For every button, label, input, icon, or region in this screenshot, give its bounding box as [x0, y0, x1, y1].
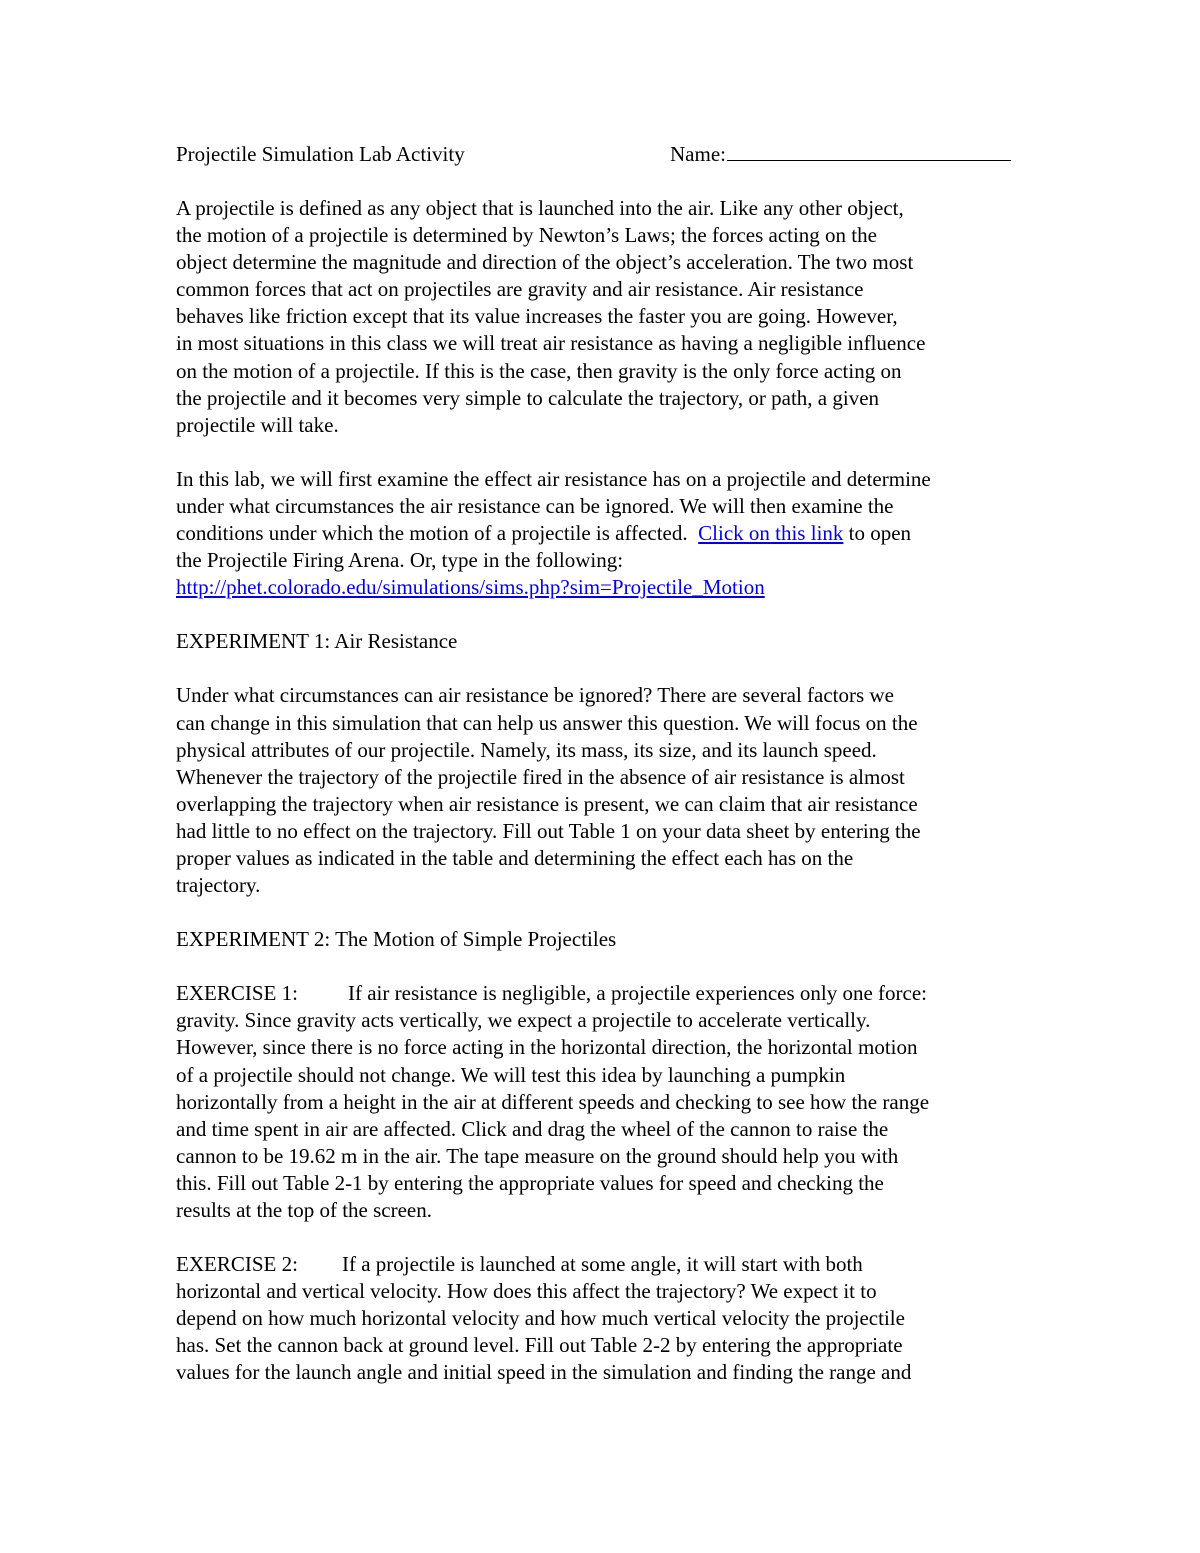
experiment1-line: had little to no effect on the trajectory. Fill out Table 1 on your data sheet by entering the: [176, 818, 921, 843]
intro-line: the motion of a projectile is determined by Newton’s Laws; the forces acting on the: [176, 223, 877, 248]
intro-line: object determine the magnitude and direction of the object’s acceleration. The two most: [176, 250, 914, 275]
exercise1-line: results at the top of the screen.: [176, 1198, 432, 1222]
lab-line: [176, 520, 1036, 547]
exercise1-line: cannon to be 19.62 m in the air. The tape measure on the ground should help you with: [176, 1143, 899, 1168]
exercise2-line: has. Set the cannon back at ground level. Fill out Table 2-2 by entering the appropriate: [176, 1333, 903, 1358]
name-field: [670, 141, 1011, 168]
intro-line: common forces that act on projectiles are gravity and air resistance. Air resistance: [176, 277, 864, 302]
experiment1-line: trajectory.: [176, 873, 261, 898]
name-blank-line: [727, 141, 1011, 161]
intro-line: the projectile and it becomes very simple to calculate the trajectory, or path, a given: [176, 385, 880, 410]
exercise2-paragraph: [176, 1251, 1036, 1386]
exercise1-line: this. Fill out Table 2-1 by entering the appropriate values for speed and checking the: [176, 1170, 884, 1195]
experiment1-paragraph: [176, 682, 1036, 899]
intro-line: in most situations in this class we will treat air resistance as having a negligible influence: [176, 331, 926, 356]
document-header: [176, 140, 1036, 170]
exercise2-line: depend on how much horizontal velocity and how much vertical velocity the projectile: [176, 1306, 905, 1331]
lab-line: In this lab, we will first examine the effect air resistance has on a projectile and determine: [176, 466, 931, 491]
experiment1-line: physical attributes of our projectile. Namely, its mass, its size, and its launch speed.: [176, 737, 877, 762]
document-page: [176, 140, 1036, 1414]
exercise1-line: gravity. Since gravity acts vertically, we expect a projectile to accelerate vertically.: [176, 1008, 871, 1033]
intro-line: projectile will take.: [176, 412, 339, 437]
experiment2-heading: EXPERIMENT 2: The Motion of Simple Projectiles: [176, 927, 617, 952]
exercise1-label: EXERCISE 1:: [176, 981, 298, 1006]
exercise1-line: of a projectile should not change. We will test this idea by launching a pumpkin: [176, 1062, 846, 1087]
exercise2-line: values for the launch angle and initial speed in the simulation and finding the range and: [176, 1360, 912, 1385]
experiment1-line: can change in this simulation that can help us answer this question. We will focus on the: [176, 710, 918, 735]
simulation-url-link[interactable]: http://phet.colorado.edu/simulations/sims.php?sim=Projectile_Motion: [176, 575, 765, 600]
exercise1-line: However, since there is no force acting in the horizontal direction, the horizontal motion: [176, 1035, 918, 1060]
intro-paragraph: [176, 195, 1036, 439]
exercise1-paragraph: [176, 980, 1036, 1224]
lab-text: to open: [843, 521, 912, 546]
experiment1-line: proper values as indicated in the table and determining the effect each has on the: [176, 845, 854, 870]
exercise1-first-line: If air resistance is negligible, a projectile experiences only one force:: [348, 981, 927, 1006]
document-title: Projectile Simulation Lab Activity: [176, 142, 465, 166]
lab-paragraph: [176, 466, 1036, 601]
intro-line: behaves like friction except that its value increases the faster you are going. However,: [176, 304, 898, 329]
exercise2-first-line: If a projectile is launched at some angle, it will start with both: [342, 1252, 863, 1277]
name-label: Name:: [670, 142, 726, 166]
exercise1-line: [176, 980, 1036, 1007]
exercise1-line: and time spent in air are affected. Click and drag the wheel of the cannon to raise the: [176, 1116, 889, 1141]
simulation-link[interactable]: Click on this link: [698, 521, 844, 546]
experiment1-line: Whenever the trajectory of the projectile fired in the absence of air resistance is almost: [176, 764, 905, 789]
lab-line: [176, 574, 1036, 601]
exercise2-line: [176, 1251, 1036, 1278]
intro-line: on the motion of a projectile. If this is the case, then gravity is the only force acting on: [176, 358, 902, 383]
lab-line: the Projectile Firing Arena. Or, type in the following:: [176, 548, 624, 573]
experiment1-line: overlapping the trajectory when air resistance is present, we can claim that air resistance: [176, 791, 918, 816]
exercise2-line: horizontal and vertical velocity. How does this affect the trajectory? We expect it to: [176, 1279, 877, 1304]
exercise1-line: horizontally from a height in the air at different speeds and checking to see how the range: [176, 1089, 930, 1114]
intro-line: A projectile is defined as any object that is launched into the air. Like any other object,: [176, 196, 904, 220]
lab-text: conditions under which the motion of a projectile is affected.: [176, 521, 699, 546]
experiment1-line: Under what circumstances can air resistance be ignored? There are several factors we: [176, 683, 894, 708]
lab-line: under what circumstances the air resistance can be ignored. We will then examine the: [176, 493, 894, 518]
exercise2-label: EXERCISE 2:: [176, 1252, 298, 1277]
experiment1-heading: EXPERIMENT 1: Air Resistance: [176, 629, 458, 654]
